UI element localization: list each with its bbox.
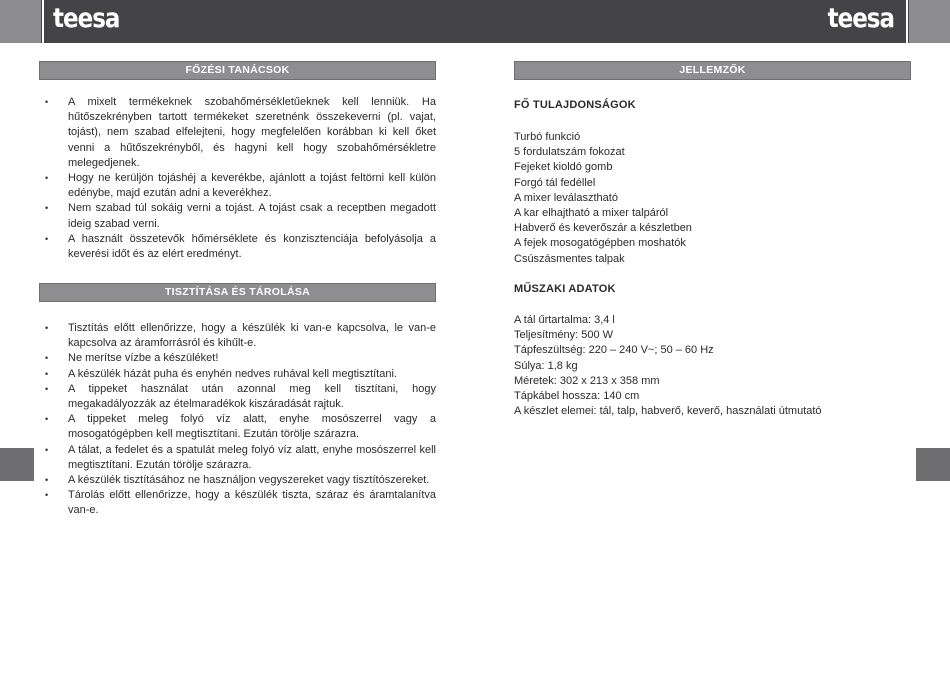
cleaning-item: • A tálat, a fedelet és a spatulát meleg folyó víz alatt, enyhe mosószerrel kell megtisztítani. Ezután törölje szárazra. — [39, 443, 436, 473]
feature-item: 5 fordulatszám fokozat — [514, 146, 625, 159]
spec-item: Méretek: 302 x 213 x 358 mm — [514, 374, 660, 387]
feature-item: Forgó tál fedéllel — [514, 176, 596, 189]
cleaning-item: • A készülék házát puha és enyhén nedves ruhával kell megtisztítani. — [39, 367, 436, 382]
specs-list — [514, 313, 822, 419]
cleaning-item: • Ne merítse vízbe a készüléket! — [39, 351, 436, 366]
feature-item: Habverő és keverőszár a készletben — [514, 222, 692, 235]
cleaning-item: • Tisztítás előtt ellenőrizze, hogy a készülék ki van-e kapcsolva, le van-e kapcsolva az áramforrásról és kihűlt-e. — [39, 321, 436, 351]
header-separator-left — [42, 0, 44, 43]
side-tab-left — [0, 448, 34, 481]
section-heading-features: JELLEMZŐK — [514, 61, 911, 80]
teesa-logo-left: teesa — [53, 4, 120, 34]
section-heading-cooking-tips: FŐZÉSI TANÁCSOK — [39, 61, 436, 80]
features-list — [514, 130, 692, 267]
spec-item: A tál űrtartalma: 3,4 l — [514, 314, 615, 326]
feature-item: Turbó funkció — [514, 131, 581, 143]
feature-item: Csúszásmentes talpak — [514, 252, 625, 265]
cleaning-item: • A tippeket használat után azonnal meg kell tisztítani, hogy megakadályozzák az ételmaradékok kiszáradását rajtuk. — [39, 382, 436, 412]
cleaning-item: • Tárolás előtt ellenőrizze, hogy a készülék tiszta, száraz és áramtalanítva van-e. — [39, 488, 436, 518]
cleaning-item: • A készülék tisztításához ne használjon vegyszereket vagy tisztítószereket. — [39, 473, 436, 488]
header-corner-right — [909, 0, 950, 43]
spec-item: Súlya: 1,8 kg — [514, 359, 578, 372]
spec-item: Tápfeszültség: 220 – 240 V~; 50 – 60 Hz — [514, 344, 714, 357]
feature-item: A kar elhajtható a mixer talpáról — [514, 207, 669, 220]
header-corner-left — [0, 0, 41, 43]
spec-item: A készlet elemei: tál, talp, habverő, keverő, használati útmutató — [514, 405, 822, 418]
cooking-tips-list — [39, 95, 436, 262]
teesa-logo-right: teesa — [827, 4, 894, 34]
spec-item: Teljesítmény: 500 W — [514, 329, 614, 342]
cooking-tip-item: • A mixelt termékeknek szobahőmérsékletűeknek kell lenniük. Ha hűtőszekrényben tartott termékeket szeretnénk összekeverni (pl. vajat, tojást), nem szabad elfelejteni, hogy megfelelően korábban ki kell őket venni a hűtőszekrényből, és hagyni kell hogy szobahőmérsékletre melegedjenek. — [39, 95, 436, 171]
specs-heading: MŰSZAKI ADATOK — [514, 283, 616, 295]
main-features-heading: FŐ TULAJDONSÁGOK — [514, 99, 636, 111]
spec-item: Tápkábel hossza: 140 cm — [514, 390, 640, 403]
cooking-tip-item: • Nem szabad túl sokáig verni a tojást. A tojást csak a receptben megadott ideig szabad verni. — [39, 201, 436, 231]
cooking-tip-item: • A használt összetevők hőmérséklete és konzisztenciája befolyásolja a keverési időt és az elért eredményt. — [39, 232, 436, 262]
feature-item: A fejek mosogatógépben moshatók — [514, 237, 686, 250]
page-header — [0, 0, 950, 43]
cooking-tip-item: • Hogy ne kerüljön tojáshéj a keverékbe, ajánlott a tojást feltörni kell külön edénybe, majd ezután adni a keverékhez. — [39, 171, 436, 201]
cleaning-list — [39, 321, 436, 519]
side-tab-right — [916, 448, 950, 481]
header-separator-right — [906, 0, 908, 43]
cleaning-item: • A tippeket meleg folyó víz alatt, enyhe mosószerrel vagy a mosogatógépben kell megtisztítani. Ezután törölje szárazra. — [39, 412, 436, 442]
feature-item: Fejeket kioldó gomb — [514, 161, 613, 174]
section-heading-cleaning: TISZTÍTÁSA ÉS TÁROLÁSA — [39, 283, 436, 302]
feature-item: A mixer leválasztható — [514, 191, 618, 204]
